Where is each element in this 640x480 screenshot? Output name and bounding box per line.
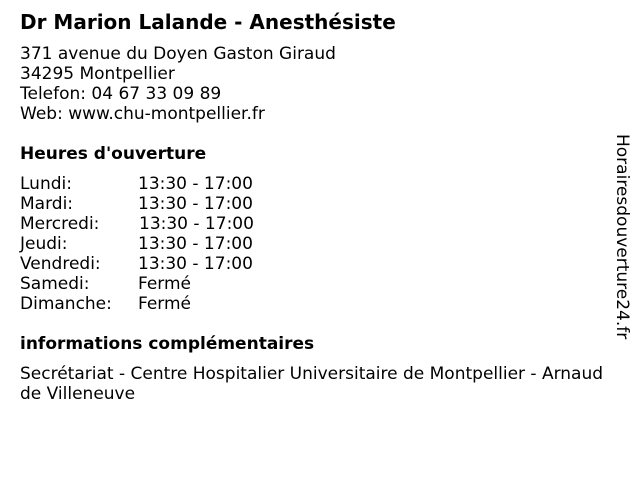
day-hours: Fermé (138, 274, 192, 294)
day-hours: 13:30 - 17:00 (138, 194, 253, 214)
day-hours: 13:30 - 17:00 (138, 254, 253, 274)
day-label: Samedi: (20, 274, 90, 294)
day-label: Mercredi: (20, 214, 100, 234)
day-hours: Fermé (138, 294, 192, 314)
info-heading: informations complémentaires (20, 334, 315, 354)
hours-heading: Heures d'ouverture (20, 144, 207, 164)
website-link[interactable]: Web: www.chu-montpellier.fr (20, 104, 265, 124)
page-title: Dr Marion Lalande - Anesthésiste (20, 10, 396, 34)
day-label: Dimanche: (20, 294, 112, 314)
city-address: 34295 Montpellier (20, 64, 175, 84)
phone-number[interactable]: Telefon: 04 67 33 09 89 (20, 84, 222, 104)
day-label: Jeudi: (20, 234, 68, 254)
watermark-text: Horairesdouverture24.fr (612, 134, 632, 340)
day-hours: 13:30 - 17:00 (138, 174, 253, 194)
day-label: Vendredi: (20, 254, 101, 274)
info-text: Secrétariat - Centre Hospitalier Universitaire de Montpellier - Arnaud de Villeneuve (20, 364, 604, 404)
day-label: Lundi: (20, 174, 72, 194)
contact-block (20, 44, 336, 124)
day-hours: 13:30 - 17:00 (138, 234, 253, 254)
day-label: Mardi: (20, 194, 74, 214)
day-hours: 13:30 - 17:00 (139, 214, 254, 234)
street-address: 371 avenue du Doyen Gaston Giraud (20, 44, 336, 64)
